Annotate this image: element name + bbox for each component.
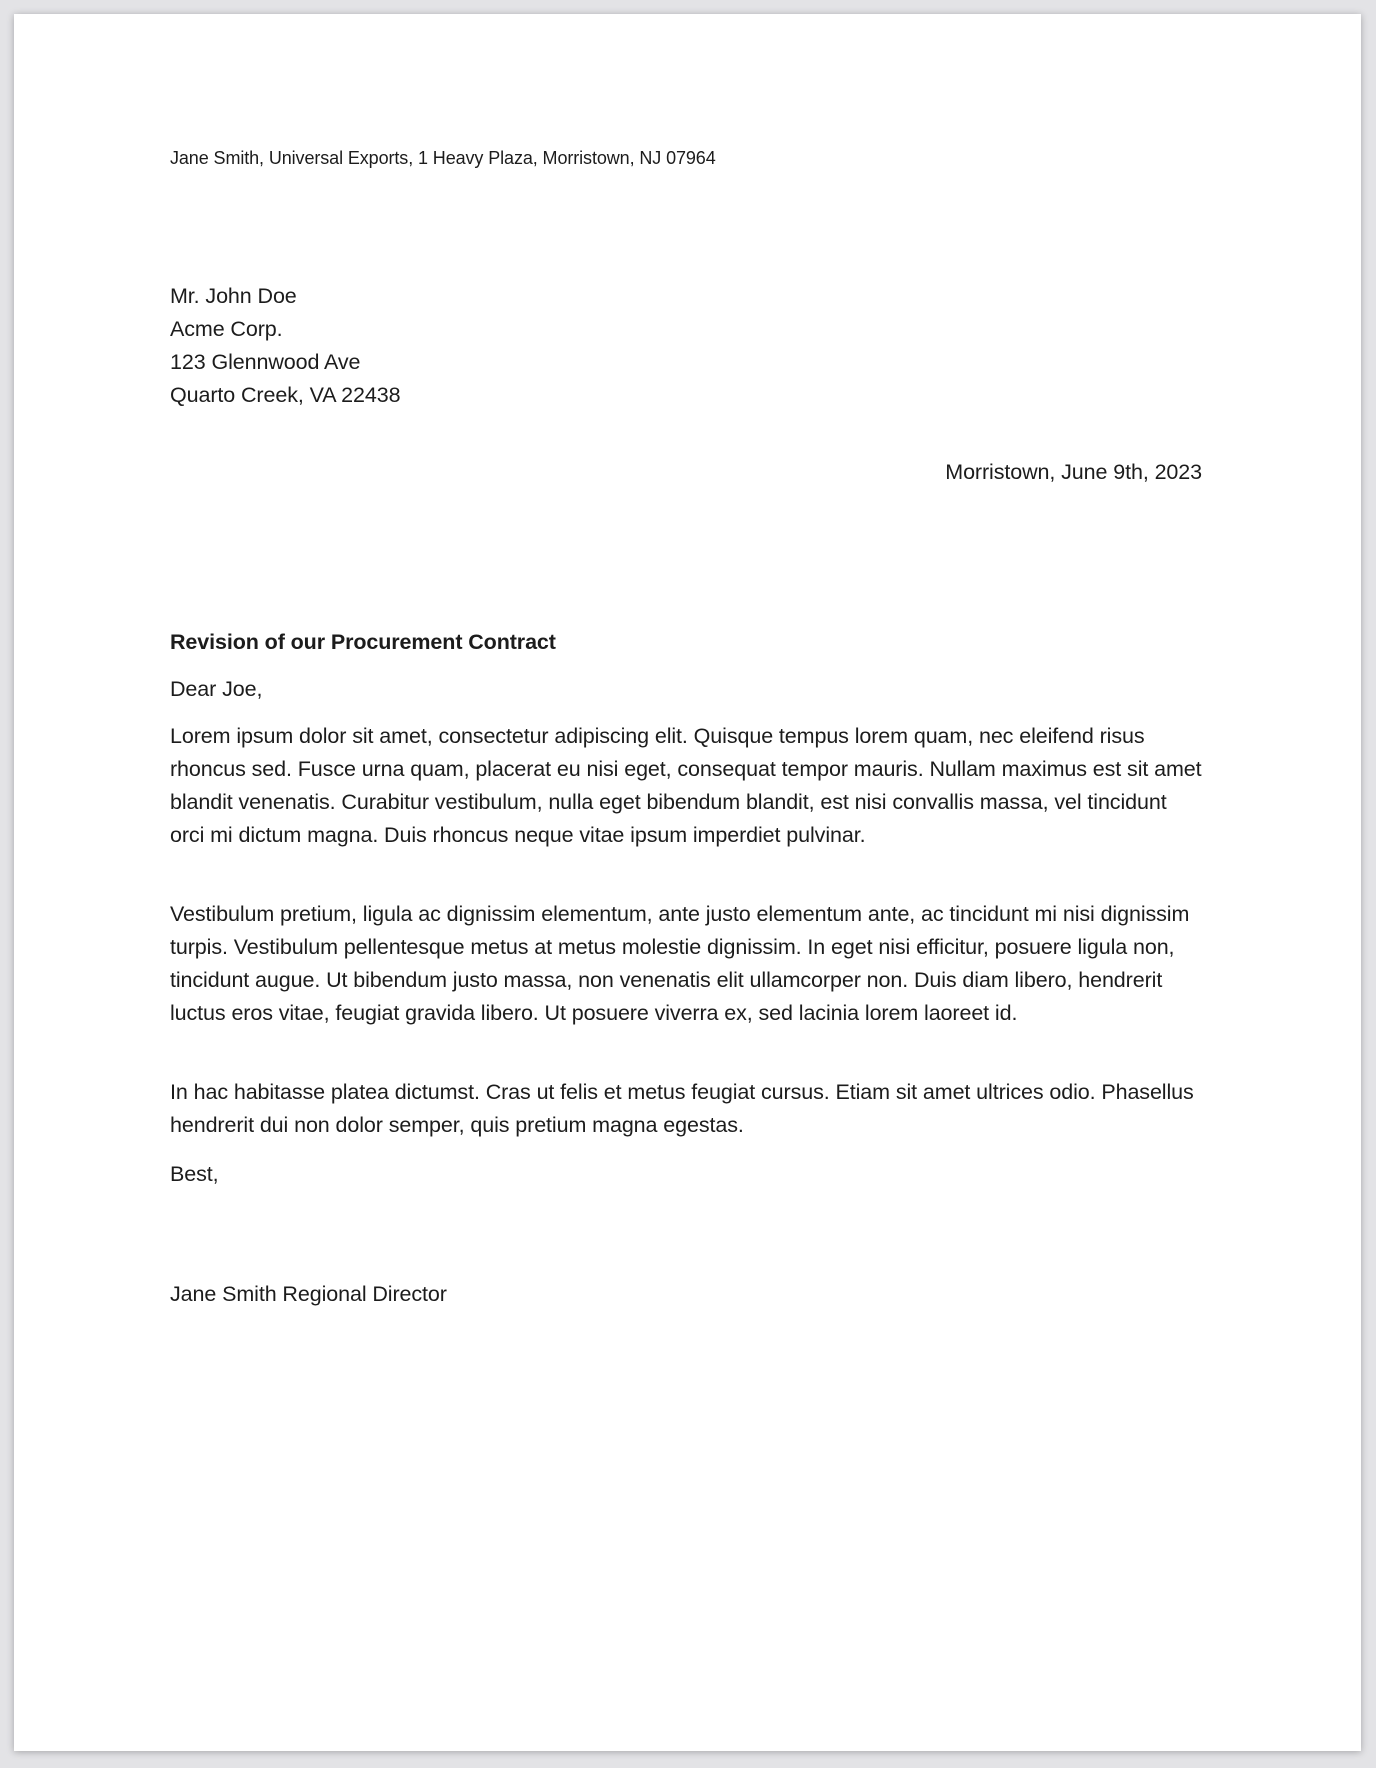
body-paragraph-3: In hac habitasse platea dictumst. Cras ut felis et metus feugiat cursus. Etiam sit amet ultrices odio. Phasellus hendrerit dui non dolor semper, quis pretium magna egestas. [170,1080,1194,1137]
signature: Jane Smith Regional Director [170,1282,447,1306]
recipient-city: Quarto Creek, VA 22438 [170,383,401,407]
recipient-street: 123 Glennwood Ave [170,350,361,374]
recipient-address [170,280,1202,412]
sender-line: Jane Smith, Universal Exports, 1 Heavy Plaza, Morristown, NJ 07964 [170,148,716,168]
body-paragraph-2: Vestibulum pretium, ligula ac dignissim elementum, ante justo elementum ante, ac tincidunt mi nisi dignissim turpis. Vestibulum pellentesque metus at metus molestie dignissim. In eget nisi efficitur, posuere ligula non, tincidunt augue. Ut bibendum justo massa, non venenatis elit ullamcorper non. Duis diam libero, hendrerit luctus eros vitae, feugiat gravida libero. Ut posuere viverra ex, sed lacinia lorem laoreet id. [170,902,1190,1025]
salutation: Dear Joe, [170,677,263,701]
body-paragraph-1: Lorem ipsum dolor sit amet, consectetur adipiscing elit. Quisque tempus lorem quam, nec eleifend risus rhoncus sed. Fusce urna quam, placerat eu nisi eget, consequat tempor mauris. Nullam maximus est sit amet blandit venenatis. Curabitur vestibulum, nulla eget bibendum blandit, est nisi convallis massa, vel tincidunt orci mi dictum magna. Duis rhoncus neque vitae ipsum imperdiet pulvinar. [170,724,1202,847]
letter-sheet [14,14,1361,1751]
subject-line: Revision of our Procurement Contract [170,630,556,654]
date-line: Morristown, June 9th, 2023 [945,460,1202,484]
closing: Best, [170,1162,219,1186]
recipient-name: Mr. John Doe [170,284,297,308]
recipient-company: Acme Corp. [170,317,283,341]
